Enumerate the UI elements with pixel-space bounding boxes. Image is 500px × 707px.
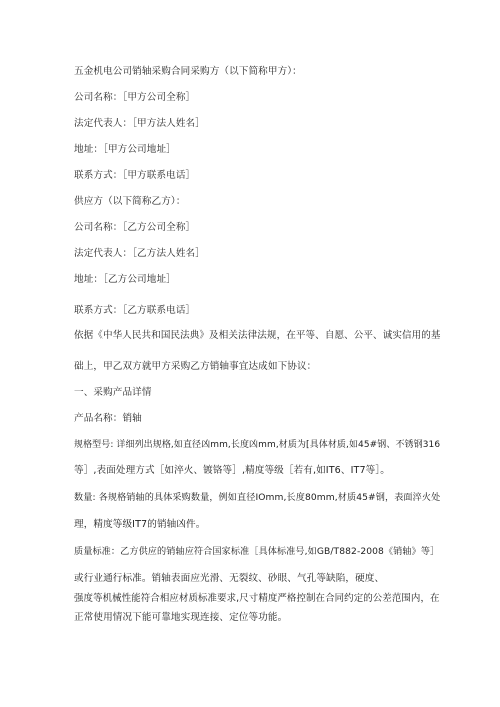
agreement-intro-line-2: 础上，甲乙双方就甲方采购乙方销轴事宜达成如下协议： (74, 361, 317, 372)
agreement-intro-line-1: 依据《中华人民共和国民法典》及相关法律法规，在平等、自愿、公平、诚实信用的基 (74, 330, 441, 341)
supplier-address: 地址：［乙方公司地址］ (74, 274, 176, 285)
buyer-contact: 联系方式：［甲方联系电话］ (74, 170, 196, 181)
buyer-company-name: 公司名称：［甲方公司全称］ (74, 92, 196, 103)
spec-line-1: 规格型号: 详细列出规格,如直径凶mm,长度凶mm,材质为[具体材质,如45#钢、不锈钢316 (74, 440, 441, 450)
section-heading-product-details: 一、采购产品详情 (74, 387, 152, 398)
quality-line-4: 正常使用情况下能可靠地实现连接、定位等功能。 (74, 612, 288, 623)
quality-line-3: 强度等机械性能符合相应材质标准要求,尺寸精度严格控制在合同约定的公差范围内，在 (74, 593, 440, 604)
buyer-legal-representative: 法定代表人：［甲方法人姓名］ (74, 118, 205, 129)
quantity-line-2: 理，精度等级IT7的销轴凶件。 (74, 519, 206, 530)
contract-heading: 五金机电公司销轴采购合同采购方（以下简称甲方）： (74, 66, 302, 77)
buyer-address: 地址：［甲方公司地址］ (74, 144, 176, 155)
quality-line-1: 质量标准：乙方供应的销轴应符合国家标准［具体标准号,如GB/T882-2008《销轴》等］ (74, 547, 440, 557)
supplier-contact: 联系方式：［乙方联系电话］ (74, 305, 196, 316)
quality-line-2: 或行业通行标准。销轴表面应光滑、无裂纹、砂眼、气孔等缺陷，硬度、 (74, 573, 385, 584)
product-name: 产品名称：销轴 (74, 413, 142, 424)
quantity-line-1: 数量: 各规格销轴的具体采购数量，例如直径IOmm,长度80mm,材质45#钢，表面淬火处 (74, 493, 441, 503)
supplier-legal-representative: 法定代表人：［乙方法人姓名］ (74, 248, 205, 259)
supplier-heading: 供应方（以下简称乙方）： (74, 196, 186, 207)
supplier-company-name: 公司名称：［乙方公司全称］ (74, 222, 196, 233)
spec-line-2: 等］,表面处理方式［如淬火、镀铬等］,精度等级［若有,如IT6、IT7等］。 (74, 465, 390, 476)
